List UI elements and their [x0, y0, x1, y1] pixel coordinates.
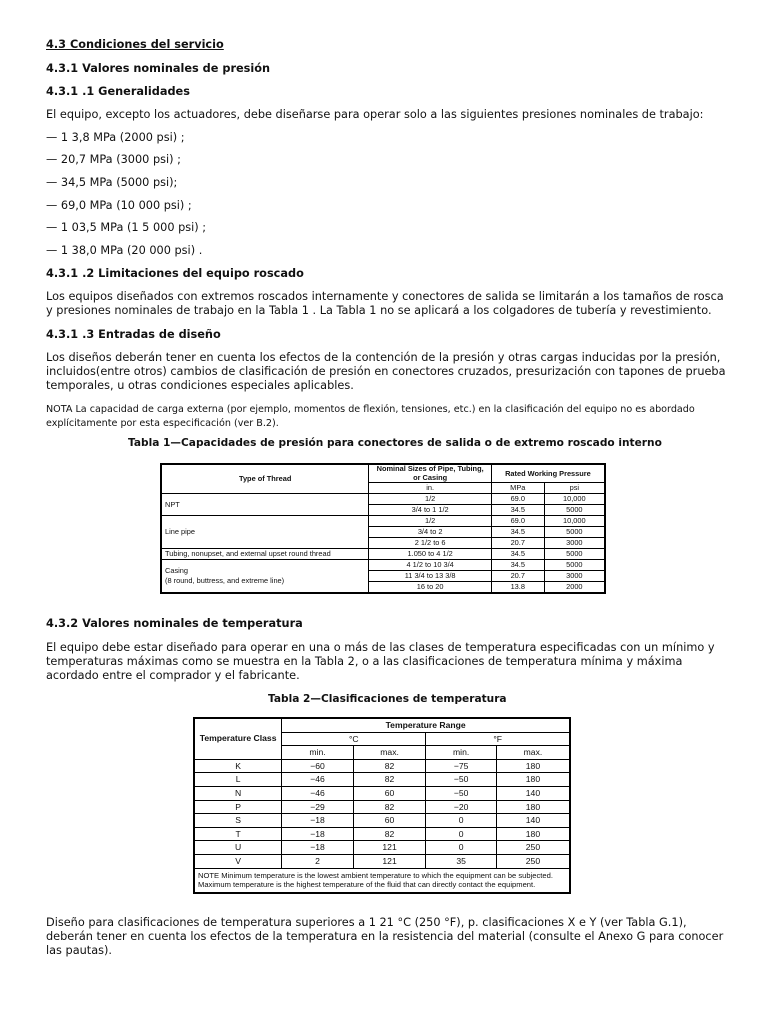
table-cell: 3/4 to 2 [369, 527, 491, 538]
table-cell: L [194, 773, 282, 787]
table-cell: 180 [496, 827, 570, 841]
table-cell: 250 [496, 841, 570, 855]
table-cell: S [194, 814, 282, 828]
table-cell: 82 [353, 800, 426, 814]
section-heading-4-3-2: 4.3.2 Valores nominales de temperatura [46, 617, 303, 630]
paragraph-intro: El equipo, excepto los actuadores, debe diseñarse para operar solo a las siguientes presiones nominales de trabajo: [46, 108, 704, 121]
paragraph-diseno: Los diseños deberán tener en cuenta los efectos de la contención de la presión y otras cargas inducidas por la presión, incluidos(entre otros) cambios de clasificación de presión en conectores cruzados, presurización con tapones de prueba temporales, u otras condiciones especiales aplicables. [46, 351, 726, 393]
table-cell: −60 [282, 759, 354, 773]
table-cell: −29 [282, 800, 354, 814]
table-cell: 140 [496, 814, 570, 828]
table-2-header-class: Temperature Class [194, 718, 282, 759]
table-1-casing-label: Casing [165, 566, 189, 575]
table-1-casing-sub: (8 round, buttress, and extreme line) [165, 576, 285, 585]
table-cell: 34.5 [491, 549, 544, 560]
table-row [194, 814, 570, 828]
table-cell: P [194, 800, 282, 814]
pressure-list-item: — 20,7 MPa (3000 psi) ; [46, 153, 181, 166]
table-cell: 13.8 [491, 582, 544, 594]
pressure-list-item: — 1 38,0 MPa (20 000 psi) . [46, 244, 203, 257]
table-cell: 20.7 [491, 538, 544, 549]
table-cell: 10,000 [544, 516, 605, 527]
table-cell: 82 [353, 827, 426, 841]
section-heading-4-3: 4.3 Condiciones del servicio [46, 38, 224, 51]
table-cell: 180 [496, 773, 570, 787]
table-cell: 82 [353, 773, 426, 787]
table-cell: 1/2 [369, 516, 491, 527]
pressure-list-item: — 1 03,5 MPa (1 5 000 psi) ; [46, 221, 207, 234]
table-cell: −46 [282, 786, 354, 800]
table-row [194, 841, 570, 855]
table-cell: 0 [426, 814, 497, 828]
table-row [194, 800, 570, 814]
table-2-header-min: min. [282, 746, 354, 760]
table-cell: −18 [282, 814, 354, 828]
table-row [194, 773, 570, 787]
table-cell: 5000 [544, 505, 605, 516]
section-heading-4-3-1-2: 4.3.1 .2 Limitaciones del equipo roscado [46, 267, 304, 280]
table-cell: 35 [426, 854, 497, 868]
table-cell: 0 [426, 827, 497, 841]
table-1 [160, 463, 606, 594]
table-cell: V [194, 854, 282, 868]
table-cell: 5000 [544, 549, 605, 560]
table-1-caption: Tabla 1—Capacidades de presión para conectores de salida o de extremo roscado interno [128, 437, 662, 449]
table-2 [193, 717, 571, 894]
table-2-header-range: Temperature Range [282, 718, 570, 732]
table-cell: T [194, 827, 282, 841]
pressure-list-item: — 69,0 MPa (10 000 psi) ; [46, 199, 192, 212]
table-2-header-celsius: °C [282, 732, 426, 746]
table-cell: 250 [496, 854, 570, 868]
table-cell: 180 [496, 759, 570, 773]
table-1-thread-type: Line pipe [161, 516, 369, 549]
table-2-note: NOTE Minimum temperature is the lowest ambient temperature to which the equipment can be subjected. Maximum temperature is the highest temperature of the fluid that can directly contact the equipment. [194, 868, 570, 893]
table-cell: 10,000 [544, 494, 605, 505]
table-2-caption: Tabla 2—Clasificaciones de temperatura [268, 693, 507, 705]
table-cell: 121 [353, 854, 426, 868]
table-cell: 0 [426, 841, 497, 855]
table-cell: 16 to 20 [369, 582, 491, 594]
table-cell: 3000 [544, 571, 605, 582]
table-cell: 3/4 to 1 1/2 [369, 505, 491, 516]
table-cell: 60 [353, 786, 426, 800]
table-cell: 180 [496, 800, 570, 814]
table-cell: 11 3/4 to 13 3/8 [369, 571, 491, 582]
table-2-header-max: max. [353, 746, 426, 760]
table-cell: 4 1/2 to 10 3/4 [369, 560, 491, 571]
table-1-unit: MPa [491, 483, 544, 494]
table-1-header-sizes: Nominal Sizes of Pipe, Tubing, or Casing [369, 464, 491, 483]
table-1-header-type: Type of Thread [161, 464, 369, 494]
table-cell: 5000 [544, 560, 605, 571]
table-row [194, 854, 570, 868]
table-cell: 121 [353, 841, 426, 855]
table-1-unit: in. [369, 483, 491, 494]
note-paragraph: NOTA La capacidad de carga externa (por ejemplo, momentos de flexión, tensiones, etc.) en la clasificación del equipo no es abordado explícitamente por esta especificación (ver B.2). [46, 404, 695, 429]
table-row [194, 786, 570, 800]
table-1-unit: psi [544, 483, 605, 494]
table-cell: 2 [282, 854, 354, 868]
table-row [194, 759, 570, 773]
table-2-header-min: min. [426, 746, 497, 760]
table-cell: 34.5 [491, 527, 544, 538]
table-cell: 20.7 [491, 571, 544, 582]
table-cell: −20 [426, 800, 497, 814]
table-2-header-fahrenheit: °F [426, 732, 570, 746]
table-1-thread-type: Tubing, nonupset, and external upset round thread [161, 549, 369, 560]
table-cell: N [194, 786, 282, 800]
table-cell: 1.050 to 4 1/2 [369, 549, 491, 560]
section-heading-4-3-1-3: 4.3.1 .3 Entradas de diseño [46, 328, 221, 341]
table-cell: 60 [353, 814, 426, 828]
pressure-list-item: — 1 3,8 MPa (2000 psi) ; [46, 131, 185, 144]
table-cell: −18 [282, 827, 354, 841]
table-cell: 2000 [544, 582, 605, 594]
table-cell: −50 [426, 773, 497, 787]
table-cell: 34.5 [491, 560, 544, 571]
table-cell: 82 [353, 759, 426, 773]
table-2-header-max: max. [496, 746, 570, 760]
section-heading-4-3-1: 4.3.1 Valores nominales de presión [46, 62, 271, 75]
paragraph-temp: El equipo debe estar diseñado para operar en una o más de las clases de temperatura especificadas con un mínimo y temperaturas máximas como se muestra en la Tabla 2, o a las clasificaciones de temperatura mínima y máxima acordado entre el comprador y el fabricante. [46, 641, 715, 683]
pressure-list-item: — 34,5 MPa (5000 psi); [46, 176, 178, 189]
table-cell: 140 [496, 786, 570, 800]
table-cell: 34.5 [491, 505, 544, 516]
paragraph-final: Diseño para clasificaciones de temperatura superiores a 1 21 °C (250 °F), p. clasificaciones X e Y (ver Tabla G.1), deberán tener en cuenta los efectos de la temperatura en la resistencia del material (consulte el Anexo G para conocer las pautas). [46, 916, 724, 958]
table-cell: −18 [282, 841, 354, 855]
table-cell: U [194, 841, 282, 855]
table-cell: 69.0 [491, 494, 544, 505]
table-cell: −46 [282, 773, 354, 787]
table-1-thread-type-casing [161, 560, 369, 594]
table-row [194, 827, 570, 841]
table-1-thread-type: NPT [161, 494, 369, 516]
table-cell: K [194, 759, 282, 773]
table-1-header-rwp: Rated Working Pressure [491, 464, 605, 483]
table-cell: 5000 [544, 527, 605, 538]
table-cell: 1/2 [369, 494, 491, 505]
table-cell: 69.0 [491, 516, 544, 527]
table-cell: 3000 [544, 538, 605, 549]
paragraph-roscado: Los equipos diseñados con extremos roscados internamente y conectores de salida se limitarán a los tamaños de rosca y presiones nominales de trabajo en la Tabla 1 . La Tabla 1 no se aplicará a los colgadores de tubería y revestimiento. [46, 290, 724, 318]
table-cell: −50 [426, 786, 497, 800]
section-heading-4-3-1-1: 4.3.1 .1 Generalidades [46, 85, 190, 98]
table-cell: −75 [426, 759, 497, 773]
table-cell: 2 1/2 to 6 [369, 538, 491, 549]
